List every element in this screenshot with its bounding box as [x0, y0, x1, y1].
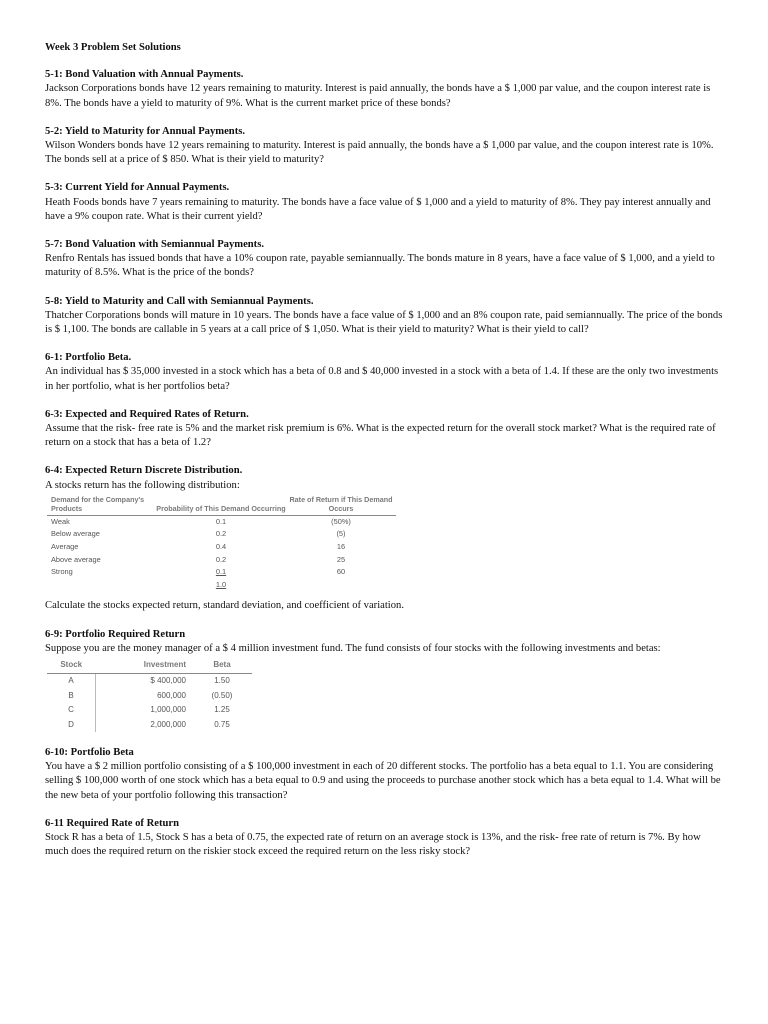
table-cell: 600,000: [157, 690, 186, 700]
problem-text: A stocks return has the following distribution:: [45, 479, 240, 491]
table-cell: Above average: [51, 554, 101, 564]
table-row: [47, 566, 396, 579]
table-cell: 0.1: [215, 567, 227, 577]
problem-text: An individual has $ 35,000 invested in a stock which has a beta of 0.8 and $ 40,000 invested in a stock with a beta of 1.4. If these are the only two investments in her portfolio, what is her portfolios beta?: [45, 366, 719, 392]
table-row: [47, 718, 252, 732]
problem-title: 6-3: Expected and Required Rates of Return.: [45, 408, 249, 420]
table-cell: Weak: [51, 516, 70, 526]
table-row: [47, 554, 396, 567]
problem-text: Stock R has a beta of 1.5, Stock S has a beta of 0.75, the expected rate of return on an average stock is 13%, and the risk- free rate of return is 7%. By how much does the required return on the riskier stock exceed the required return on the less risky stock?: [45, 832, 701, 858]
problem-title: 5-1: Bond Valuation with Annual Payments.: [45, 69, 244, 81]
problem-text: Thatcher Corporations bonds will mature in 10 years. The bonds have a face value of $ 1,000 and an 8% coupon rate, paid semiannually. The price of the bonds is $ 1,100. The bonds are callable in 5 years at a call price of $ 1,050. What is their yield to maturity? What is their yield to call?: [45, 309, 723, 336]
table-cell: (5): [336, 529, 346, 539]
problem-set-document: [45, 41, 725, 874]
table-cell: Below average: [51, 529, 100, 539]
table-cell: 1,000,000: [150, 705, 186, 715]
table-cell: $ 400,000: [150, 676, 186, 686]
table-cell: 2,000,000: [150, 719, 186, 729]
table-cell: 16: [336, 542, 346, 552]
problem-6-10: [45, 746, 725, 803]
problem-title: 5-7: Bond Valuation with Semiannual Payments.: [45, 239, 264, 251]
problem-text: Suppose you are the money manager of a $ 4 million investment fund. The fund consists of four stocks with the following investments and betas:: [45, 642, 661, 654]
table-header: Rate of Return if This Demand Occurs: [286, 495, 396, 516]
table-header: Probability of This Demand Occurring: [156, 495, 286, 516]
table-cell: B: [47, 689, 96, 703]
investment-table: [47, 658, 252, 732]
table-cell: 0.2: [215, 554, 227, 564]
distribution-table: [47, 495, 396, 592]
table-cell: 60: [336, 567, 346, 577]
problem-text: Wilson Wonders bonds have 12 years remaining to maturity. Interest is paid annually, the bonds have a $ 1,000 par value, and the coupon interest rate is 10%. The bonds sell at a price of $ 850. What is their yield to maturity?: [45, 140, 714, 166]
table-cell: D: [47, 718, 96, 732]
problem-5-3: [45, 181, 725, 224]
problem-title: 5-2: Yield to Maturity for Annual Payments.: [45, 125, 245, 137]
problem-6-9: [45, 628, 725, 732]
problem-5-7: [45, 238, 725, 281]
problem-text: Assume that the risk- free rate is 5% and the market risk premium is 6%. What is the expected return for the overall stock market? What is the required rate of return on a stock that has a beta of 1.2?: [45, 423, 716, 449]
table-cell: 1.25: [214, 705, 230, 715]
table-cell: 0.75: [214, 719, 230, 729]
problem-text: Heath Foods bonds have 7 years remaining to maturity. The bonds have a face value of $ 1,000 and a yield to maturity of 8%. They pay interest annually and have a 9% coupon rate. What is their current yield?: [45, 196, 711, 222]
problem-6-3: [45, 408, 725, 451]
problem-6-4: [45, 464, 725, 613]
table-row: [47, 689, 252, 703]
problem-6-1: [45, 351, 725, 394]
table-cell: (0.50): [211, 690, 233, 700]
problem-title: 5-3: Current Yield for Annual Payments.: [45, 182, 230, 194]
table-row: [47, 515, 396, 528]
table-row: [47, 541, 396, 554]
problem-title: 5-8: Yield to Maturity and Call with Semiannual Payments.: [45, 295, 314, 307]
problem-title: 6-9: Portfolio Required Return: [45, 628, 186, 640]
table-header: Stock: [47, 658, 96, 674]
problem-text: You have a $ 2 million portfolio consisting of a $ 100,000 investment in each of 20 different stocks. The portfolio has a beta equal to 1.1. You are considering selling $ 100,000 worth of one stock which has a beta equal to 0.9 and using the proceeds to purchase another stock which has a beta equal to 1.4. What will be the new beta of your portfolio following this transaction?: [45, 761, 721, 801]
table-cell: Strong: [51, 567, 73, 577]
problem-followup-text: Calculate the stocks expected return, standard deviation, and coefficient of variation.: [45, 600, 404, 612]
problem-title: 6-10: Portfolio Beta: [45, 747, 134, 759]
problem-title: 6-1: Portfolio Beta.: [45, 352, 132, 364]
table-row: [47, 703, 252, 717]
table-row: [47, 674, 252, 689]
table-cell: 1.50: [214, 676, 230, 686]
table-cell: 25: [336, 554, 346, 564]
table-header: Investment: [96, 658, 193, 674]
problem-title: 6-11 Required Rate of Return: [45, 817, 179, 829]
problem-6-11: [45, 817, 725, 860]
table-row: [47, 528, 396, 541]
problem-5-8: [45, 295, 725, 338]
table-cell: (50%): [331, 516, 351, 526]
problem-text: Jackson Corporations bonds have 12 years remaining to maturity. Interest is paid annually, the bonds have a $ 1,000 par value, and the coupon interest rate is 8%. The bonds have a yield to maturity of 9%. What is the current market price of these bonds?: [45, 83, 711, 109]
problem-title: 6-4: Expected Return Discrete Distribution.: [45, 465, 243, 477]
table-cell: C: [47, 703, 96, 717]
table-total-row: [47, 579, 396, 592]
probability-total: 1.0: [215, 579, 227, 589]
table-cell: 0.1: [215, 516, 227, 526]
table-cell: Average: [51, 542, 79, 552]
table-header: Beta: [192, 658, 252, 674]
table-cell: 0.2: [215, 529, 227, 539]
problem-5-1: [45, 68, 725, 111]
table-header: Demand for the Company's Products: [47, 495, 156, 516]
problem-text: Renfro Rentals has issued bonds that have a 10% coupon rate, payable semiannually. The bonds mature in 8 years, have a face value of $ 1,000, and a yield to maturity of 8.5%. What is the price of the bonds?: [45, 253, 715, 279]
table-cell: 0.4: [215, 542, 227, 552]
document-title: Week 3 Problem Set Solutions: [45, 42, 181, 53]
table-cell: A: [47, 674, 96, 689]
problem-5-2: [45, 125, 725, 168]
